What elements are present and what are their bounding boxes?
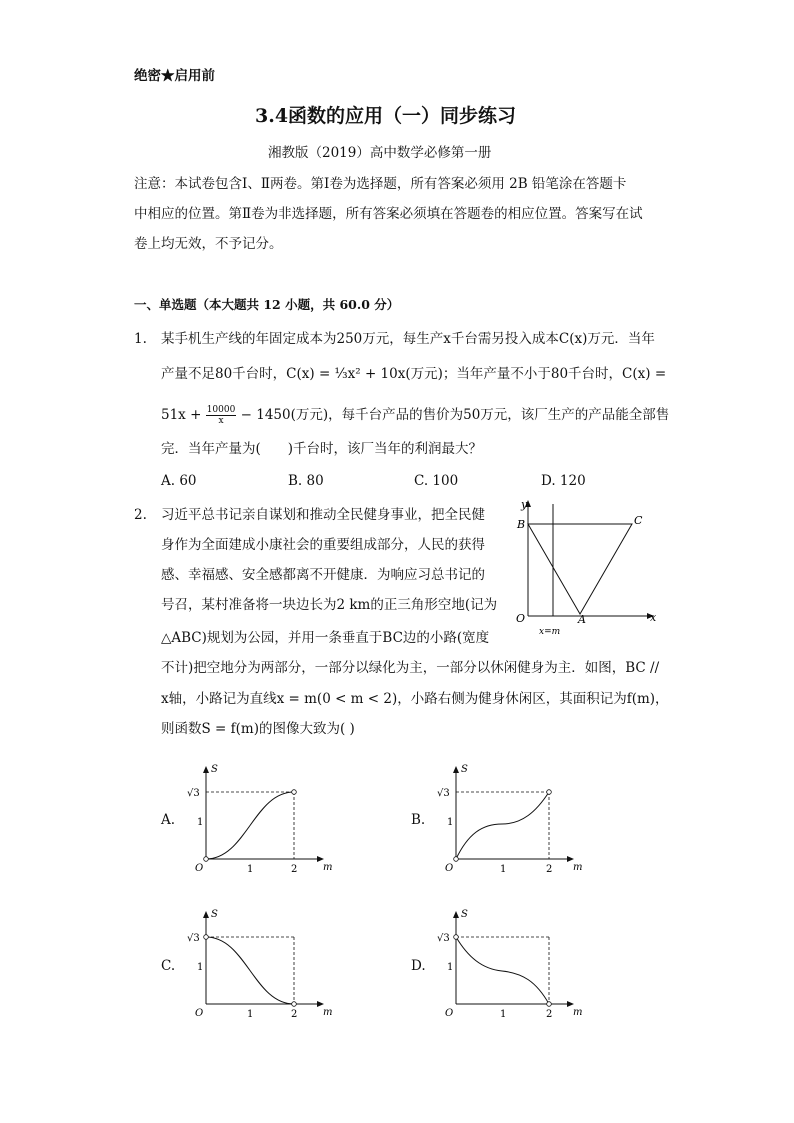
q2-line-7: x轴，小路记为直线x = m(0 < m < 2)，小路右侧为健身休闲区，其面积记为f(m)， <box>161 691 669 707</box>
graph-b-s-arrow <box>453 766 459 773</box>
graph-c-label-y1: 1 <box>197 962 204 973</box>
graph-b-label-s: S <box>461 764 468 775</box>
graph-d-label-m: m <box>573 1007 583 1018</box>
figure-label-x-eq-m: x=m <box>539 627 561 637</box>
graph-d-open-start <box>454 935 459 940</box>
q2-line-2: 身作为全面建成小康社会的重要组成部分，人民的获得 <box>161 537 485 553</box>
graph-d-s-arrow <box>453 911 459 918</box>
graph-b-label-y1: 1 <box>447 817 454 828</box>
graph-c-s-arrow <box>203 911 209 918</box>
q1-option-a[interactable]: A. 60 <box>161 473 197 489</box>
graph-option-c[interactable] <box>184 905 334 1023</box>
graph-option-a[interactable] <box>184 760 334 878</box>
q2-number: 2. <box>134 507 147 523</box>
q2-line-4: 号召，某村准备将一块边长为2 km的正三角形空地(记为 <box>161 597 498 613</box>
graph-d-label-2: 2 <box>546 1009 553 1020</box>
secret-mark: 绝密★启用前 <box>134 68 215 84</box>
graph-a-s-arrow <box>203 766 209 773</box>
graph-b-open-end <box>547 790 552 795</box>
q2-option-b-label[interactable]: B. <box>411 812 426 828</box>
q1-line-3-end: − 1450(万元)，每千台产品的售价为50万元，该厂生产的产品能全部售 <box>240 407 670 423</box>
q2-line-1: 习近平总书记亲自谋划和推动全民健身事业，把全民健 <box>161 507 485 523</box>
graph-b-label-1: 1 <box>500 864 507 875</box>
notice-line-3: 卷上均无效，不予记分。 <box>134 236 283 252</box>
q1-fraction-numerator: 10000 <box>206 405 236 415</box>
graph-c-label-1: 1 <box>247 1009 254 1020</box>
triangle-abc <box>528 524 632 614</box>
graph-a-label-2: 2 <box>291 864 298 875</box>
graph-d-label-sqrt3: √3 <box>437 933 450 944</box>
graph-b-open-start <box>454 857 459 862</box>
q1-line-1: 某手机生产线的年固定成本为250万元，每生产x千台需另投入成本C(x)万元．当年 <box>161 331 655 347</box>
graph-a-label-sqrt3: √3 <box>187 788 200 799</box>
graph-c-label-m: m <box>323 1007 333 1018</box>
graph-a-label-s: S <box>211 764 218 775</box>
graph-b-curve <box>456 792 549 859</box>
graph-a-label-y1: 1 <box>197 817 204 828</box>
figure-label-b: B <box>517 518 526 531</box>
figure-label-y: y <box>521 498 528 511</box>
q2-option-a-label[interactable]: A. <box>161 812 176 828</box>
q1-fraction-denominator: x <box>218 416 224 426</box>
graph-a-label-1: 1 <box>247 864 254 875</box>
figure-label-a: A <box>578 613 586 626</box>
q1-option-c[interactable]: C. 100 <box>414 473 459 489</box>
q1-number: 1. <box>134 331 147 347</box>
page-subtitle: 湘教版（2019）高中数学必修第一册 <box>268 145 492 161</box>
graph-d-label-o: O <box>445 1008 454 1019</box>
q1-line-3 <box>161 405 669 426</box>
notice-line-1: 注意：本试卷包含Ⅰ、Ⅱ两卷。第Ⅰ卷为选择题，所有答案必须用 2B 铅笔涂在答题卡 <box>134 176 627 192</box>
graph-d-open-end <box>547 1002 552 1007</box>
q2-line-8: 则函数S = f(m)的图像大致为( ) <box>161 721 355 737</box>
graph-option-b[interactable] <box>434 760 584 878</box>
graph-b-label-2: 2 <box>546 864 553 875</box>
q1-fraction <box>206 405 237 426</box>
q2-line-5: △ABC)规划为公园，并用一条垂直于BC边的小路(宽度 <box>161 630 490 646</box>
graph-d-label-s: S <box>461 909 468 920</box>
graph-b-label-sqrt3: √3 <box>437 788 450 799</box>
graph-c-open-start <box>204 935 209 940</box>
graph-c-label-o: O <box>195 1008 204 1019</box>
q1-option-d[interactable]: D. 120 <box>541 473 586 489</box>
figure-label-o: O <box>516 612 526 625</box>
notice-line-2: 中相应的位置。第Ⅱ卷为非选择题，所有答案必须填在答题卷的相应位置。答案写在试 <box>134 206 643 222</box>
graph-d-label-1: 1 <box>500 1009 507 1020</box>
q2-option-d-label[interactable]: D. <box>411 958 426 974</box>
q1-option-b[interactable]: B. 80 <box>288 473 324 489</box>
graph-a-open-end <box>292 790 297 795</box>
graph-a-curve <box>206 792 294 859</box>
graph-b-label-m: m <box>573 862 583 873</box>
triangle-figure <box>508 494 658 638</box>
graph-d-curve <box>456 937 549 1004</box>
page-title: 3.4函数的应用（一）同步练习 <box>255 105 517 127</box>
q1-line-2: 产量不足80千台时，C(x) = ⅓x² + 10x(万元)；当年产量不小于80千台时，C(x) = <box>161 366 667 382</box>
graph-c-label-s: S <box>211 909 218 920</box>
graph-b-label-o: O <box>445 863 454 874</box>
graph-a-open-start <box>204 857 209 862</box>
q1-line-3-start: 51x + <box>161 407 202 423</box>
graph-a-label-o: O <box>195 863 204 874</box>
graph-a-label-m: m <box>323 862 333 873</box>
q2-line-6: 不计)把空地分为两部分，一部分以绿化为主，一部分以休闲健身为主．如图，BC // <box>161 660 660 676</box>
section-heading: 一、单选题（本大题共 12 小题，共 60.0 分） <box>134 297 400 312</box>
graph-c-open-end <box>292 1002 297 1007</box>
figure-label-c: C <box>634 514 643 527</box>
graph-d-label-y1: 1 <box>447 962 454 973</box>
graph-c-label-sqrt3: √3 <box>187 933 200 944</box>
graph-c-label-2: 2 <box>291 1009 298 1020</box>
figure-label-x: x <box>650 611 657 624</box>
graph-option-d[interactable] <box>434 905 584 1023</box>
graph-c-curve <box>206 937 294 1004</box>
q2-option-c-label[interactable]: C. <box>161 958 176 974</box>
q2-line-3: 感、幸福感、安全感都离不开健康．为响应习总书记的 <box>161 567 485 583</box>
q1-line-4: 完．当年产量为( )千台时，该厂当年的利润最大？ <box>161 441 483 457</box>
